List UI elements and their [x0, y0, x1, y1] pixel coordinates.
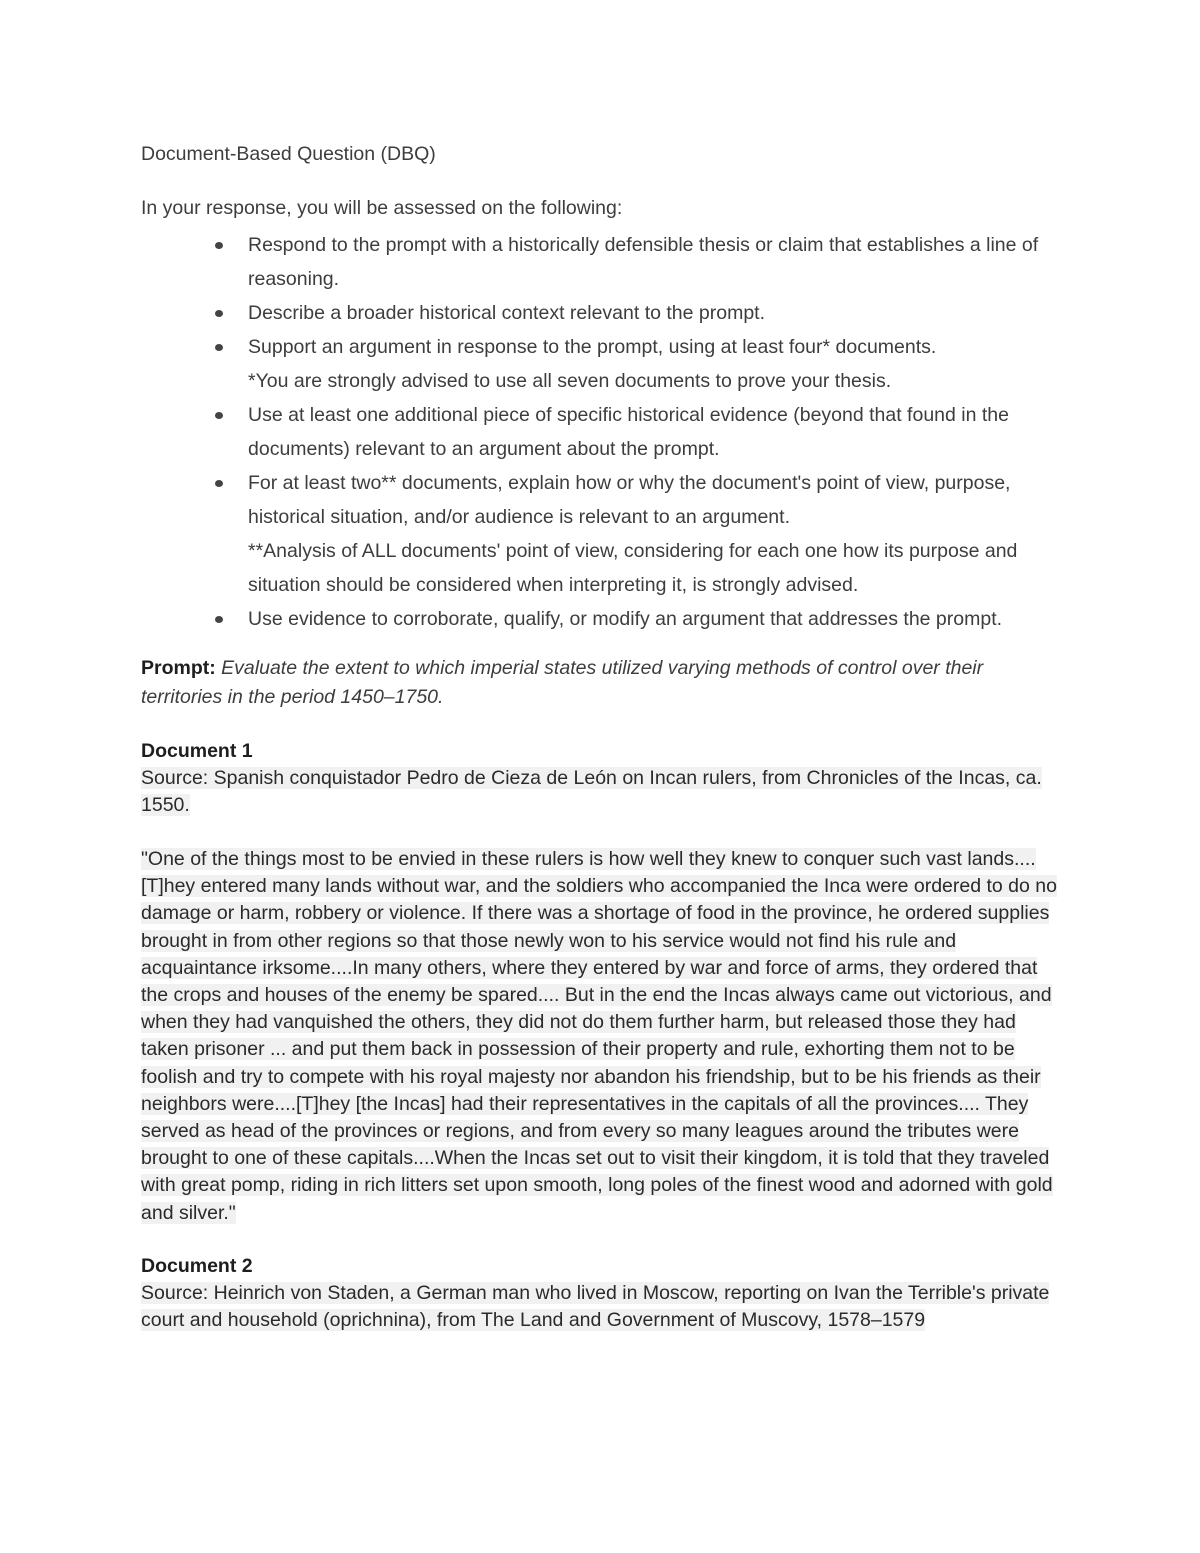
- list-item: [248, 602, 1061, 636]
- bullet-icon: [215, 310, 223, 317]
- criterion-text: For at least two** documents, explain how or why the document's point of view, purpose, historical situation, and/or audience is relevant to an argument.: [248, 472, 1011, 528]
- bullet-icon: [215, 412, 223, 419]
- document-quote: "One of the things most to be envied in these rulers is how well they knew to conquer such vast lands....[T]hey entered many lands without war, and the soldiers who accompanied the Inca were ordered to do no damage or harm, robbery or violence. If there was a shortage of food in the province, he ordered supplies brought in from other regions so that those newly won to his service would not find his rule and acquaintance irksome....In many others, where they entered by war and force of arms, they ordered that the crops and houses of the enemy be spared.... But in the end the Incas always came out victorious, and when they had vanquished the others, they did not do them further harm, but released those they had taken prisoner ... and put them back in possession of their property and rule, exhorting them not to be foolish and try to compete with his royal majesty nor abandon his friendship, but to be his friends as their neighbors were....[T]hey [the Incas] had their representatives in the capitals of all the provinces.... They served as head of the provinces or regions, and from every so many leagues around the tributes were brought to one of these capitals....When the Incas set out to visit their kingdom, it is told that they traveled with great pomp, riding in rich litters set upon smooth, long poles of the finest wood and adorned with gold and silver.": [141, 848, 1057, 1224]
- criterion-note: **Analysis of ALL documents' point of view, considering for each one how its purpose and situation should be considered when interpreting it, is strongly advised.: [248, 540, 1018, 596]
- criterion-text: Use evidence to corroborate, qualify, or modify an argument that addresses the prompt.: [248, 608, 1003, 630]
- list-item: [248, 296, 1061, 330]
- document-heading: Document 1: [141, 740, 253, 762]
- criterion-text: Support an argument in response to the prompt, using at least four* documents.: [248, 336, 937, 358]
- criterion-text: Use at least one additional piece of specific historical evidence (beyond that found in the documents) relevant to an argument about the prompt.: [248, 404, 1009, 460]
- criteria-list: [141, 228, 1061, 636]
- document-source: Source: Spanish conquistador Pedro de Cieza de León on Incan rulers, from Chronicles of the Incas, ca. 1550.: [141, 767, 1042, 816]
- criterion-text: Respond to the prompt with a historically defensible thesis or claim that establishes a line of reasoning.: [248, 234, 1039, 290]
- prompt-text: Evaluate the extent to which imperial states utilized varying methods of control over their territories in the period 1450–1750.: [141, 657, 984, 708]
- bullet-icon: [215, 242, 223, 249]
- document-page: [141, 140, 1061, 1361]
- document-source: Source: Heinrich von Staden, a German man who lived in Moscow, reporting on Ivan the Terrible's private court and household (oprichnina), from The Land and Government of Muscovy, 1578–1579: [141, 1281, 1050, 1331]
- bullet-icon: [215, 480, 223, 487]
- document-1: [141, 738, 1061, 1227]
- criterion-note: *You are strongly advised to use all seven documents to prove your thesis.: [248, 370, 892, 392]
- bullet-icon: [215, 616, 223, 623]
- criterion-text: Describe a broader historical context relevant to the prompt.: [248, 302, 766, 324]
- list-item: [248, 330, 1061, 398]
- prompt-label: Prompt:: [141, 657, 216, 679]
- list-item: [248, 466, 1061, 602]
- page-title: Document-Based Question (DBQ): [141, 143, 436, 165]
- prompt: [141, 654, 1061, 712]
- bullet-icon: [215, 344, 223, 351]
- list-item: [248, 228, 1061, 296]
- intro-text: In your response, you will be assessed on the following:: [141, 197, 623, 219]
- document-2: [141, 1253, 1061, 1334]
- document-heading: Document 2: [141, 1254, 253, 1277]
- list-item: [248, 398, 1061, 466]
